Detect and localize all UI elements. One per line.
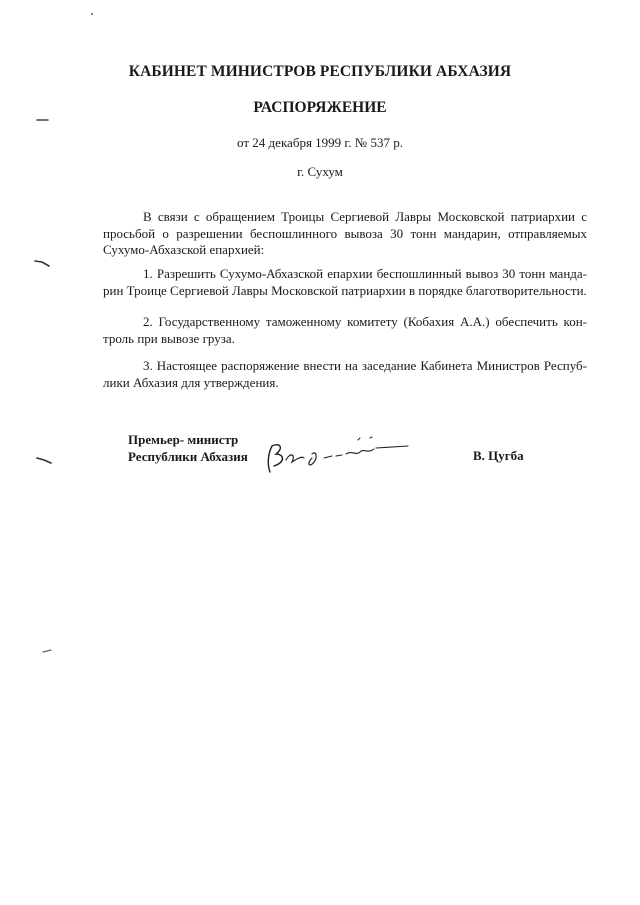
scan-mark-decoration — [36, 455, 52, 465]
organization-heading: КАБИНЕТ МИНИСТРОВ РЕСПУБЛИКИ АБХАЗИЯ — [128, 63, 512, 80]
signatory-title-line-2: Республики Абхазия — [128, 448, 248, 464]
handwritten-signature — [262, 428, 412, 478]
city-line: г. Сухум — [297, 164, 343, 179]
scan-mark-decoration — [42, 648, 52, 654]
scan-mark-decoration — [34, 258, 50, 268]
item-2-line-1: 2. Государственному таможенному комитету (Кобахия А.А.) обеспечить кон- — [143, 314, 587, 329]
signatory-title — [128, 432, 248, 465]
item-2-paragraph — [103, 314, 587, 347]
item-3-paragraph — [103, 358, 587, 391]
document-type-heading: РАСПОРЯЖЕНИЕ — [253, 99, 387, 116]
preamble-line-1: В связи с обращением Троицы Сергиевой Лавры Московской патриархии с — [143, 209, 587, 224]
item-2-line-2: троль при вывозе груза. — [103, 330, 235, 346]
item-1-line-1: 1. Разрешить Сухумо-Абхазской епархии беспошлинный вывоз 30 тонн манда- — [143, 266, 587, 281]
preamble-line-3: Сухумо-Абхазской епархией: — [103, 242, 265, 257]
scan-dot-decoration — [90, 12, 94, 16]
preamble-paragraph — [103, 209, 587, 259]
item-1-line-2: рин Троице Сергиевой Лавры Московской патриархии в порядке благотворительности. — [103, 282, 587, 298]
scan-mark-decoration — [36, 116, 50, 124]
signatory-title-line-1: Премьер- министр — [128, 432, 239, 447]
preamble-line-2: просьбой о разрешении беспошлинного вывоза 30 тонн мандарин, отправляемых — [103, 225, 587, 241]
signatory-name: В. Цугба — [473, 448, 524, 463]
item-3-line-2: лики Абхазия для утверждения. — [103, 374, 279, 390]
date-number-line: от 24 декабря 1999 г. № 537 р. — [237, 135, 403, 150]
item-1-paragraph — [103, 266, 587, 299]
item-3-line-1: 3. Настоящее распоряжение внести на заседание Кабинета Министров Респуб- — [143, 358, 587, 373]
